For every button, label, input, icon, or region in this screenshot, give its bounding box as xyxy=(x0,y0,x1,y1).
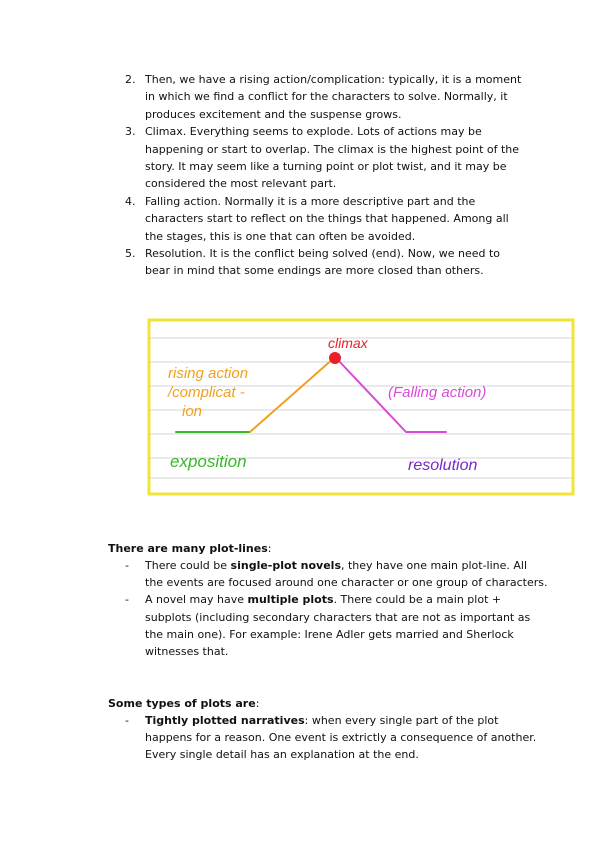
list-item xyxy=(125,193,525,245)
bullet-suffix: : when every single part of the plot happens for a reason. One event is extrictly a consequence of another. Every single detail has an explanation at the end. xyxy=(145,714,537,762)
list-item xyxy=(125,245,525,280)
climax-dot xyxy=(329,352,341,364)
list-text: Then, we have a rising action/complication: typically, it is a moment in which we find a conflict for the characters to solve. Normally, it produces excitement and the suspense grows. xyxy=(145,73,522,121)
rising-action-label-2: /complicat - xyxy=(168,384,245,401)
list-number: 4. xyxy=(125,194,136,208)
bullet-dash: - xyxy=(125,593,129,607)
bullet-bold: multiple plots xyxy=(247,593,334,607)
list-item xyxy=(125,71,525,123)
bullet-item xyxy=(108,557,548,591)
resolution-label: resolution xyxy=(408,457,478,474)
list-text: Resolution. It is the conflict being solved (end). Now, we need to bear in mind that some endings are more closed than others. xyxy=(145,247,501,278)
list-number: 2. xyxy=(125,73,136,86)
plot-lines-section xyxy=(108,540,548,660)
bullet-prefix: There could be xyxy=(145,559,231,572)
bullet-bold: single-plot novels xyxy=(230,559,341,572)
heading-text: Some types of plots are xyxy=(108,697,256,710)
bullet-bold: Tightly plotted narratives xyxy=(145,714,305,727)
exposition-label: exposition xyxy=(170,452,247,471)
bullet-item xyxy=(108,712,548,764)
bullet-prefix: A novel may have xyxy=(145,593,248,607)
bullet-text xyxy=(145,712,548,764)
heading-text: There are many plot-lines xyxy=(108,542,268,555)
bullet-text xyxy=(145,591,548,660)
bullet-item xyxy=(108,591,548,660)
heading-colon: : xyxy=(267,542,272,555)
section-heading xyxy=(108,540,548,557)
list-text: Falling action. Normally it is a more descriptive part and the characters start to reflect on the things that happened. Among all the stages, this is one that can often be avoided. xyxy=(145,194,509,243)
plot-diagram xyxy=(146,318,576,496)
section-heading xyxy=(108,695,548,712)
list-number: 3. xyxy=(125,125,136,139)
bullet-dash: - xyxy=(125,559,129,572)
bullet-text xyxy=(145,557,548,591)
list-number: 5. xyxy=(125,247,136,261)
climax-label: climax xyxy=(328,335,368,351)
heading-colon: : xyxy=(255,697,260,710)
falling-action-label: (Falling action) xyxy=(388,384,487,401)
numbered-list xyxy=(125,71,525,280)
plot-types-section xyxy=(108,695,548,764)
bullet-dash: - xyxy=(125,714,129,727)
list-item xyxy=(125,123,525,193)
list-text: Climax. Everything seems to explode. Lots of actions may be happening or start to overlap. The climax is the highest point of the story. It may seem like a turning point or plot twist, and it may be considered the most relevant part. xyxy=(145,125,520,191)
bullet-suffix: . There could be a main plot + subplots (including secondary characters that are not as important as the main one). For example: Irene Adler gets married and Sherlock witnesses that. xyxy=(145,593,531,659)
rising-action-label-3: ion xyxy=(182,403,203,420)
rising-action-label: rising action xyxy=(168,365,249,382)
bullet-suffix: , they have one main plot-line. All the events are focused around one character or one group of characters. xyxy=(145,559,548,590)
